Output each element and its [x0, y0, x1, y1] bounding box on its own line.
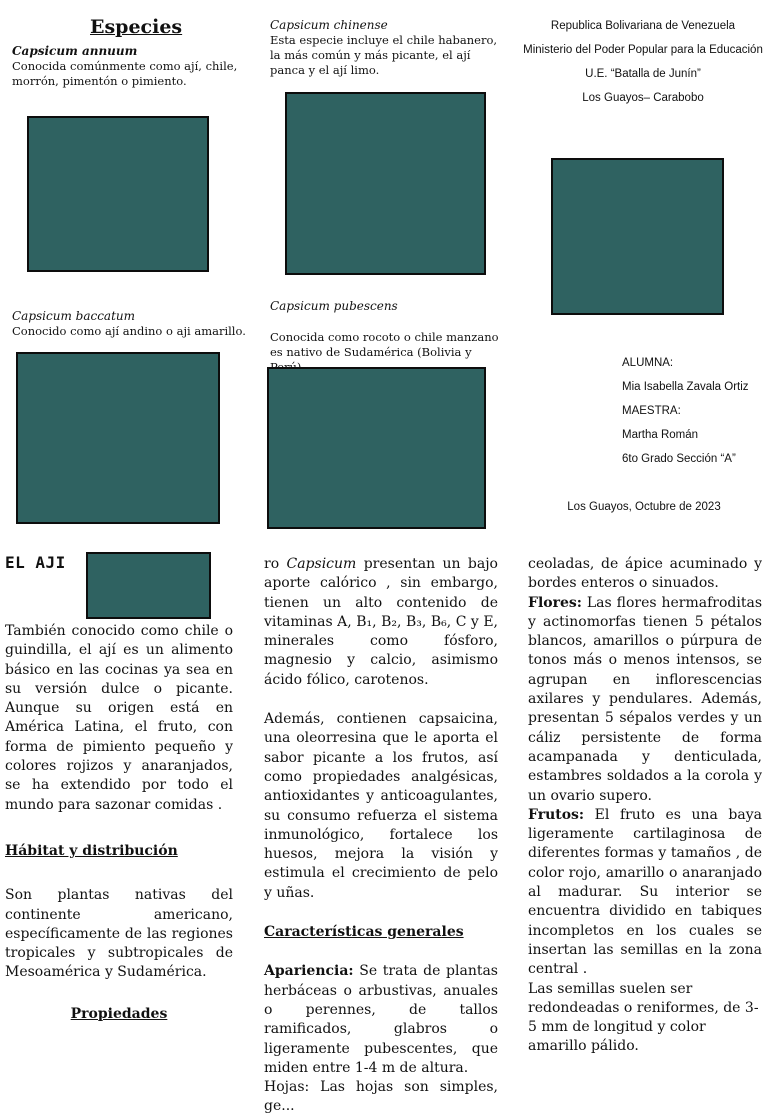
- frutos-text: El fruto es una baya ligeramente cartilaginosa de diferentes formas y tamaños , de color rojo, amarillo o anaranjado al madurar. Su interior se encuentra dividido en tabiques incompletos en los cuales se insertan las semillas en la zona central .: [528, 806, 762, 978]
- species-chinense-name: Capsicum chinense: [270, 18, 388, 32]
- propiedades-heading: Propiedades: [70, 1005, 168, 1022]
- header-line3: U.E. “Batalla de Junín”: [585, 68, 701, 80]
- header-line4: Los Guayos– Carabobo: [582, 92, 704, 104]
- baccatum-image: [16, 352, 220, 524]
- student-info: [622, 351, 768, 471]
- hojas-partial: Hojas: Las hojas son simples, ge...: [264, 1079, 498, 1115]
- grade-section: 6to Grado Sección “A”: [622, 453, 736, 465]
- hojas-continuation: ceoladas, de ápice acuminado y bordes enteros o sinuados.: [528, 556, 762, 592]
- frutos-paragraph: [528, 806, 762, 980]
- date-line: Los Guayos, Octubre de 2023: [567, 501, 721, 513]
- aji-image: [86, 552, 211, 619]
- maestra-label: MAESTRA:: [622, 405, 681, 417]
- semillas-paragraph: Las semillas suelen ser redondeadas o reniformes, de 3-5 mm de longitud y color amarillo pálido.: [528, 980, 759, 1055]
- species-baccatum: [12, 309, 252, 339]
- chinense-image: [285, 92, 486, 275]
- column-3: [528, 555, 762, 1057]
- species-baccatum-desc: Conocido como ají andino o aji amarillo.: [12, 324, 246, 338]
- alumna-name: Mia Isabella Zavala Ortiz: [622, 381, 749, 393]
- habitat-paragraph: Son plantas nativas del continente americano, específicamente de las regiones tropicales y subtropicales de Mesoamérica y Sudamérica.: [5, 887, 233, 981]
- school-header: [518, 14, 768, 110]
- species-annuum: [12, 44, 252, 89]
- propiedades-paragraph: [264, 555, 498, 690]
- annuum-image: [27, 116, 209, 272]
- maestra-name: Martha Román: [622, 429, 699, 441]
- habitat-heading: Hábitat y distribución: [5, 842, 178, 859]
- species-chinense: [270, 18, 505, 78]
- flores-paragraph: [528, 594, 762, 806]
- column-1: [5, 622, 233, 1024]
- frutos-label: Frutos:: [528, 806, 585, 823]
- apariencia-paragraph: [264, 962, 498, 1078]
- species-baccatum-name: Capsicum baccatum: [12, 309, 136, 323]
- apariencia-label: Apariencia:: [264, 963, 354, 980]
- species-pubescens-desc: Conocida como rocoto o chile manzano es nativo de Sudamérica (Bolivia y: [270, 330, 499, 359]
- capsicum-italic: Capsicum: [286, 556, 357, 572]
- p1-start: ro: [264, 556, 287, 572]
- p1-rest: presentan un bajo aporte calórico , sin embargo, tienen un alto contenido de vitaminas A, B₁, B₂, B₃, B₆, C y E, minerales como fósforo, magnesio y calcio, asimismo ácido fólico, carotenos.: [264, 556, 498, 688]
- intro-paragraph: También conocido como chile o guindilla, el ají es un alimento básico en las cocinas ya sea en su versión dulce o picante. Aunque su origen está en América Latina, el fruto, con forma de pimiento pequeño y colores rojizos y anaranjados, se ha extendido por todo el mundo para sazonar comidas .: [5, 623, 233, 813]
- header-line2: Ministerio del Poder Popular para la Educación: [523, 44, 763, 56]
- flores-label: Flores:: [528, 594, 582, 611]
- capsaicina-paragraph: Además, contienen capsaicina, una oleorresina que le aporta el sabor picante a los frutos, así como propiedades analgésicas, antioxidantes y anticoagulantes, su consumo refuerza el sistema inmunológico, fortalece los huesos, mejora la visión y estimula el crecimiento de pelo y uñas.: [264, 711, 498, 901]
- alumna-label: ALUMNA:: [622, 357, 674, 369]
- pubescens-image: [267, 367, 486, 529]
- species-annuum-name: Capsicum annuum: [12, 44, 138, 58]
- column-2: [264, 555, 498, 1117]
- species-pubescens: [270, 299, 510, 375]
- species-annuum-desc: Conocida comúnmente como ají, chile, morrón, pimentón o pimiento.: [12, 59, 238, 88]
- species-title: Especies: [90, 16, 183, 38]
- apariencia-text: Se trata de plantas herbáceas o arbustivas, anuales o perennes, de tallos ramificados, glabros o ligeramente pubescentes, que miden entre 1-4 m de altura.: [264, 963, 498, 1076]
- header-line1: Republica Bolivariana de Venezuela: [550, 20, 736, 32]
- species-pubescens-name: Capsicum pubescens: [270, 299, 398, 313]
- flores-text: Las flores hermafroditas y actinomorfas tienen 5 pétalos blancos, amarillos o púrpura de tonos más o menos intensos, se agrupan en inflorescencias axilares y pendulares. Además, presentan 5 sépalos verdes y un cáliz persistente de forma acampanada y denticulada, estambres soldados a la corola y un ovario supero.: [528, 594, 762, 804]
- species-chinense-desc: Esta especie incluye el chile habanero, la más común y más picante, el ají panca y el ají limo.: [270, 33, 498, 77]
- caracteristicas-heading: Características generales: [264, 924, 464, 941]
- cover-image: [551, 158, 724, 315]
- el-aji-heading: EL AJI: [5, 553, 66, 572]
